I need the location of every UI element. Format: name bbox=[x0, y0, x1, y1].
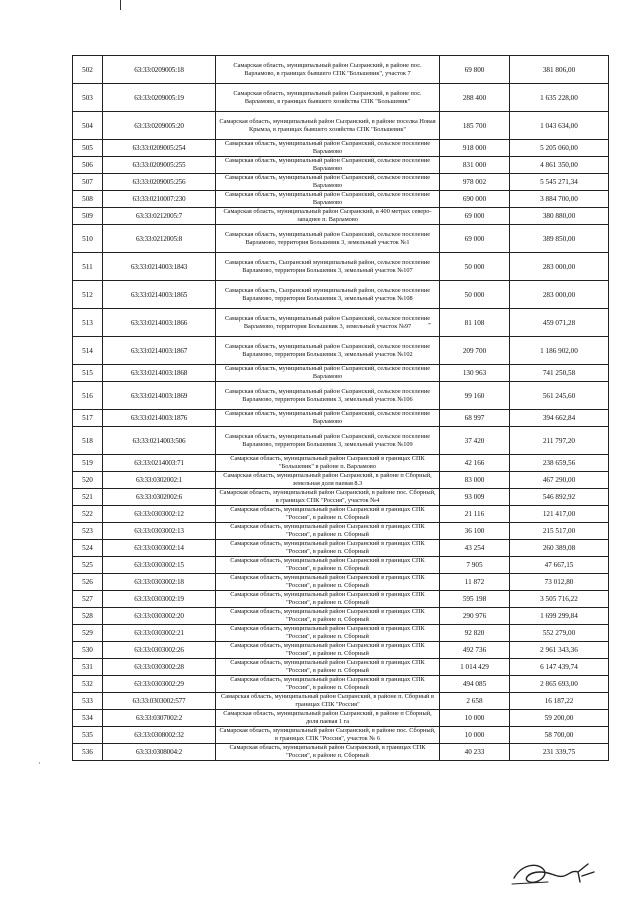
row-number: 511 bbox=[73, 253, 103, 281]
cadastral-value: 389 850,00 bbox=[510, 225, 609, 253]
plot-address: Самарская область, муниципальный район Сызранский, сельское поселение Варламово, территория Большевик 3, земельный участок №106 bbox=[216, 382, 440, 410]
plot-address: Самарская область, муниципальный район Сызранский в границах СПК "Большевик" в районе п. Варламово bbox=[216, 455, 440, 472]
plot-area: 21 116 bbox=[440, 506, 510, 523]
table-row bbox=[73, 112, 609, 140]
plot-area: 185 700 bbox=[440, 112, 510, 140]
table-row bbox=[73, 608, 609, 625]
plot-address: Самарская область, муниципальный район Сызранский в границах СПК "Россия", в районе п. Сборный bbox=[216, 557, 440, 574]
row-number: 514 bbox=[73, 337, 103, 365]
cadastral-value: 1 186 902,00 bbox=[510, 337, 609, 365]
cadastral-number: 63:33:0303002:26 bbox=[103, 642, 216, 659]
cadastral-value: 4 861 350,00 bbox=[510, 157, 609, 174]
row-number: 512 bbox=[73, 281, 103, 309]
cadastral-number: 63:33:0209005:19 bbox=[103, 84, 216, 112]
plot-address: Самарская область, муниципальный район Сызранский, сельское поселение Варламово bbox=[216, 410, 440, 427]
row-number: 520 bbox=[73, 472, 103, 489]
plot-area: 290 976 bbox=[440, 608, 510, 625]
plot-address: Самарская область, муниципальный район Сызранский, в районе пос. Варламово, в границах бывшего хозяйства СПК "Большевик" bbox=[216, 84, 440, 112]
table-row bbox=[73, 157, 609, 174]
cadastral-number: 63:33:0214003:1843 bbox=[103, 253, 216, 281]
plot-area: 130 963 bbox=[440, 365, 510, 382]
cadastral-value: 283 000,00 bbox=[510, 253, 609, 281]
cadastral-value: 121 417,00 bbox=[510, 506, 609, 523]
cadastral-number: 63:33:0303002:29 bbox=[103, 676, 216, 693]
table-row bbox=[73, 427, 609, 455]
table-row bbox=[73, 676, 609, 693]
cadastral-number: 63:33:0303002:21 bbox=[103, 625, 216, 642]
row-number: 503 bbox=[73, 84, 103, 112]
plot-area: 68 997 bbox=[440, 410, 510, 427]
table-row bbox=[73, 309, 609, 337]
cadastral-number: 63:33:0209005:254 bbox=[103, 140, 216, 157]
cadastral-value: 283 000,00 bbox=[510, 281, 609, 309]
cadastral-number: 63:33:0303002:20 bbox=[103, 608, 216, 625]
plot-address: Самарская область, муниципальный район Сызранский, сельское поселение Варламово, территория Большевик 3, земельный участок №109 bbox=[216, 427, 440, 455]
plot-area: 690 000 bbox=[440, 191, 510, 208]
cadastral-number: 63:33:0209005:20 bbox=[103, 112, 216, 140]
table-row bbox=[73, 365, 609, 382]
table-row bbox=[73, 625, 609, 642]
row-number: 510 bbox=[73, 225, 103, 253]
cadastral-number: 63:33:0209005:18 bbox=[103, 56, 216, 84]
table-row bbox=[73, 208, 609, 225]
row-number: 513 bbox=[73, 309, 103, 337]
plot-area: 42 166 bbox=[440, 455, 510, 472]
table-row bbox=[73, 506, 609, 523]
cadastral-number: 63:33:0212005:7 bbox=[103, 208, 216, 225]
plot-address: Самарская область, муниципальный район Сызранский, в районе п Сборный, земельная доля паевая 8.3 bbox=[216, 472, 440, 489]
plot-address: Самарская область, муниципальный район Сызранский, в районе поселка Новая Крымза, в границах бывшего хозяйства СПК "Большевик" bbox=[216, 112, 440, 140]
row-number: 509 bbox=[73, 208, 103, 225]
cadastral-number: 63:33:0303002:18 bbox=[103, 574, 216, 591]
plot-area: 1 014 429 bbox=[440, 659, 510, 676]
cadastral-number: 63:33:0214003:1876 bbox=[103, 410, 216, 427]
plot-address: Самарская область, муниципальный район Сызранский, сельское поселение Варламово bbox=[216, 140, 440, 157]
table-row bbox=[73, 253, 609, 281]
cadastral-number: 63:33:0214003:1868 bbox=[103, 365, 216, 382]
plot-address: Самарская область, муниципальный район Сызранский, сельское поселение Варламово bbox=[216, 365, 440, 382]
row-number: 506 bbox=[73, 157, 103, 174]
plot-area: 83 000 bbox=[440, 472, 510, 489]
cadastral-value: 552 279,00 bbox=[510, 625, 609, 642]
cadastral-number: 63:33:0214003:1867 bbox=[103, 337, 216, 365]
plot-address: Самарская область, муниципальный район Сызранский в границах СПК "Россия", в районе п. Сборный bbox=[216, 506, 440, 523]
cadastral-number: 63:33:0212005:8 bbox=[103, 225, 216, 253]
cadastral-number: 63:33:0308004:2 bbox=[103, 744, 216, 761]
cadastral-number: 63:33:0303002:12 bbox=[103, 506, 216, 523]
plot-area: 50 000 bbox=[440, 253, 510, 281]
cadastral-number: 63:33:0303002:28 bbox=[103, 659, 216, 676]
cadastral-number: 63:33:0308002:32 bbox=[103, 727, 216, 744]
plot-area: 93 009 bbox=[440, 489, 510, 506]
row-number: 517 bbox=[73, 410, 103, 427]
cadastral-number: 63:33:0214003:1866 bbox=[103, 309, 216, 337]
plot-address: Самарская область, муниципальный район Сызранский, в районе пос. Сборный, в границах СПК "Россия", участок № 6 bbox=[216, 727, 440, 744]
plot-address: Самарская область, муниципальный район Сызранский, сельское поселение Варламово bbox=[216, 174, 440, 191]
cadastral-value: 58 700,00 bbox=[510, 727, 609, 744]
plot-area: 7 905 bbox=[440, 557, 510, 574]
plot-address: Самарская область, муниципальный район Сызранский в границах СПК "Россия", в районе п. Сборный bbox=[216, 642, 440, 659]
plot-area: 209 700 bbox=[440, 337, 510, 365]
cadastral-value: 741 250,58 bbox=[510, 365, 609, 382]
table-row bbox=[73, 84, 609, 112]
row-number: 523 bbox=[73, 523, 103, 540]
plot-address: Самарская область, муниципальный район Сызранский, в границах СПК "Россия", в районе п. Сборный bbox=[216, 744, 440, 761]
cadastral-number: 63:33:0214003:71 bbox=[103, 455, 216, 472]
cadastral-number: 63:33:0303002:15 bbox=[103, 557, 216, 574]
table-row bbox=[73, 574, 609, 591]
plot-area: 831 000 bbox=[440, 157, 510, 174]
table-row bbox=[73, 642, 609, 659]
plot-address: Самарская область, муниципальный район Сызранский в границах СПК "Россия", в районе п. Сборный bbox=[216, 574, 440, 591]
plot-area: 43 254 bbox=[440, 540, 510, 557]
plot-area: 918 000 bbox=[440, 140, 510, 157]
table-row bbox=[73, 191, 609, 208]
table-body bbox=[73, 56, 609, 761]
cadastral-value: 459 071,28 bbox=[510, 309, 609, 337]
signature-image bbox=[508, 852, 598, 892]
row-number: 535 bbox=[73, 727, 103, 744]
cadastral-value: 380 880,00 bbox=[510, 208, 609, 225]
table-row bbox=[73, 472, 609, 489]
plot-area: 2 658 bbox=[440, 693, 510, 710]
plot-address: Самарская область, Сызранский муниципальный район, сельское поселение Варламово, территория Большевик 3, земельный участок №108 bbox=[216, 281, 440, 309]
row-number: 525 bbox=[73, 557, 103, 574]
plot-area: 69 800 bbox=[440, 56, 510, 84]
cadastral-value: 561 245,60 bbox=[510, 382, 609, 410]
cadastral-number: 63:33:0303002:13 bbox=[103, 523, 216, 540]
cadastral-number: 63:33:0303002:577 bbox=[103, 693, 216, 710]
plot-address: Самарская область, муниципальный район Сызранский, в районе пос. Сборный, в границах СПК "Россия", участок №4 bbox=[216, 489, 440, 506]
plot-area: 595 198 bbox=[440, 591, 510, 608]
pen-dash-mark: - bbox=[428, 318, 431, 328]
cadastral-value: 5 545 271,34 bbox=[510, 174, 609, 191]
table-row bbox=[73, 727, 609, 744]
table-row bbox=[73, 591, 609, 608]
cadastral-value: 2 865 693,00 bbox=[510, 676, 609, 693]
cadastral-value: 238 659,56 bbox=[510, 455, 609, 472]
plot-address: Самарская область, муниципальный район Сызранский в границах СПК "Россия", в районе п. Сборный bbox=[216, 659, 440, 676]
plot-address: Самарская область, муниципальный район Сызранский в границах СПК "Россия", в районе п. Сборный bbox=[216, 540, 440, 557]
row-number: 529 bbox=[73, 625, 103, 642]
cadastral-value: 16 187,22 bbox=[510, 693, 609, 710]
plot-area: 99 160 bbox=[440, 382, 510, 410]
cadastral-value: 546 892,92 bbox=[510, 489, 609, 506]
margin-tick-mark: · bbox=[38, 758, 41, 768]
cadastral-number: 63:33:0307002:2 bbox=[103, 710, 216, 727]
cadastral-number: 63:33:0302002:6 bbox=[103, 489, 216, 506]
row-number: 524 bbox=[73, 540, 103, 557]
row-number: 502 bbox=[73, 56, 103, 84]
table-row bbox=[73, 557, 609, 574]
cadastral-value: 1 699 299,84 bbox=[510, 608, 609, 625]
plot-address: Самарская область, муниципальный район Сызранский, в районе п Сборный, доля паевая 1 га bbox=[216, 710, 440, 727]
cadastral-value: 215 517,00 bbox=[510, 523, 609, 540]
row-number: 522 bbox=[73, 506, 103, 523]
cadastral-number: 63:33:0302002:1 bbox=[103, 472, 216, 489]
cadastral-value: 381 806,00 bbox=[510, 56, 609, 84]
cadastral-number: 63:33:0214003:1869 bbox=[103, 382, 216, 410]
cadastral-value: 394 662,84 bbox=[510, 410, 609, 427]
cadastral-number: 63:33:0303002:14 bbox=[103, 540, 216, 557]
cadastral-number: 63:33:0214003:1865 bbox=[103, 281, 216, 309]
plot-address: Самарская область, муниципальный район Сызранский в границах СПК "Россия", в районе п. Сборный bbox=[216, 608, 440, 625]
plot-address: Самарская область, муниципальный район Сызранский, сельское поселение Варламово bbox=[216, 157, 440, 174]
plot-address: Самарская область, муниципальный район Сызранский, сельское поселение Варламово, территория Большевик 3, земельный участок №102 bbox=[216, 337, 440, 365]
plot-area: 81 108 bbox=[440, 309, 510, 337]
land-plots-table bbox=[72, 55, 609, 761]
table-row bbox=[73, 744, 609, 761]
cadastral-value: 59 200,00 bbox=[510, 710, 609, 727]
row-number: 515 bbox=[73, 365, 103, 382]
table-row bbox=[73, 382, 609, 410]
table-row bbox=[73, 410, 609, 427]
plot-area: 10 000 bbox=[440, 710, 510, 727]
table-row bbox=[73, 337, 609, 365]
cadastral-value: 260 389,08 bbox=[510, 540, 609, 557]
table-row bbox=[73, 281, 609, 309]
plot-address: Самарская область, муниципальный район Сызранский, сельское поселение Варламово, территория Большевик 3, земельный участок №1 bbox=[216, 225, 440, 253]
plot-area: 11 872 bbox=[440, 574, 510, 591]
plot-area: 36 100 bbox=[440, 523, 510, 540]
row-number: 528 bbox=[73, 608, 103, 625]
plot-area: 69 000 bbox=[440, 208, 510, 225]
table-row bbox=[73, 225, 609, 253]
plot-address: Самарская область, муниципальный район Сызранский в границах СПК "Россия", в районе п. Сборный bbox=[216, 676, 440, 693]
plot-address: Самарская область, Сызранский муниципальный район, сельское поселение Варламово, территория Большевик 3, земельный участок №107 bbox=[216, 253, 440, 281]
plot-area: 37 420 bbox=[440, 427, 510, 455]
plot-area: 92 820 bbox=[440, 625, 510, 642]
cadastral-number: 63:33:0209005:256 bbox=[103, 174, 216, 191]
cadastral-value: 73 012,80 bbox=[510, 574, 609, 591]
cadastral-number: 63:33:0303002:19 bbox=[103, 591, 216, 608]
row-number: 531 bbox=[73, 659, 103, 676]
table-row bbox=[73, 56, 609, 84]
cadastral-value: 6 147 439,74 bbox=[510, 659, 609, 676]
plot-area: 10 000 bbox=[440, 727, 510, 744]
plot-address: Самарская область, муниципальный район Сызранский в границах СПК "Россия", в районе п. Сборный bbox=[216, 625, 440, 642]
plot-address: Самарская область, муниципальный район Сызранский, сельское поселение Варламово, территория Большевик 3, земельный участок №97 bbox=[216, 309, 440, 337]
cadastral-value: 231 339,75 bbox=[510, 744, 609, 761]
page-edge-mark bbox=[120, 0, 121, 10]
cadastral-value: 47 667,15 bbox=[510, 557, 609, 574]
cadastral-value: 1 635 228,00 bbox=[510, 84, 609, 112]
plot-address: Самарская область, муниципальный район Сызранский, в районе п. Сборный в границах СПК "Россия" bbox=[216, 693, 440, 710]
plot-address: Самарская область, муниципальный район Сызранский, в районе пос. Варламово, в границах бывшего СПК "Большевик", участок 7 bbox=[216, 56, 440, 84]
cadastral-number: 63:33:0214003:506 bbox=[103, 427, 216, 455]
plot-address: Самарская область, муниципальный район Сызранский в границах СПК "Россия", в районе п. Сборный bbox=[216, 523, 440, 540]
table-row bbox=[73, 540, 609, 557]
plot-address: Самарская область, муниципальный район Сызранский в границах СПК "Россия", в районе п. Сборный bbox=[216, 591, 440, 608]
table-row bbox=[73, 659, 609, 676]
cadastral-value: 211 797,20 bbox=[510, 427, 609, 455]
cadastral-value: 5 205 060,00 bbox=[510, 140, 609, 157]
cadastral-number: 63:33:0209005:255 bbox=[103, 157, 216, 174]
row-number: 504 bbox=[73, 112, 103, 140]
row-number: 534 bbox=[73, 710, 103, 727]
plot-area: 288 400 bbox=[440, 84, 510, 112]
table-row bbox=[73, 710, 609, 727]
table-row bbox=[73, 693, 609, 710]
row-number: 507 bbox=[73, 174, 103, 191]
plot-area: 978 002 bbox=[440, 174, 510, 191]
table-row bbox=[73, 174, 609, 191]
row-number: 530 bbox=[73, 642, 103, 659]
row-number: 536 bbox=[73, 744, 103, 761]
table-row bbox=[73, 455, 609, 472]
row-number: 526 bbox=[73, 574, 103, 591]
plot-area: 494 085 bbox=[440, 676, 510, 693]
row-number: 521 bbox=[73, 489, 103, 506]
cadastral-value: 467 290,00 bbox=[510, 472, 609, 489]
cadastral-number: 63:33:0210007:230 bbox=[103, 191, 216, 208]
plot-area: 492 736 bbox=[440, 642, 510, 659]
row-number: 516 bbox=[73, 382, 103, 410]
row-number: 532 bbox=[73, 676, 103, 693]
table-row bbox=[73, 523, 609, 540]
plot-area: 50 000 bbox=[440, 281, 510, 309]
row-number: 533 bbox=[73, 693, 103, 710]
plot-area: 40 233 bbox=[440, 744, 510, 761]
row-number: 518 bbox=[73, 427, 103, 455]
cadastral-value: 3 884 700,00 bbox=[510, 191, 609, 208]
table-row bbox=[73, 489, 609, 506]
row-number: 519 bbox=[73, 455, 103, 472]
row-number: 508 bbox=[73, 191, 103, 208]
cadastral-value: 2 961 343,36 bbox=[510, 642, 609, 659]
cadastral-value: 1 043 634,00 bbox=[510, 112, 609, 140]
row-number: 505 bbox=[73, 140, 103, 157]
row-number: 527 bbox=[73, 591, 103, 608]
plot-address: Самарская область, муниципальный район Сызранский, в 400 метрах северо-западнее п. Варламово bbox=[216, 208, 440, 225]
plot-area: 69 000 bbox=[440, 225, 510, 253]
cadastral-value: 3 505 716,22 bbox=[510, 591, 609, 608]
table-row bbox=[73, 140, 609, 157]
plot-address: Самарская область, муниципальный район Сызранский, сельское поселение Варламово bbox=[216, 191, 440, 208]
